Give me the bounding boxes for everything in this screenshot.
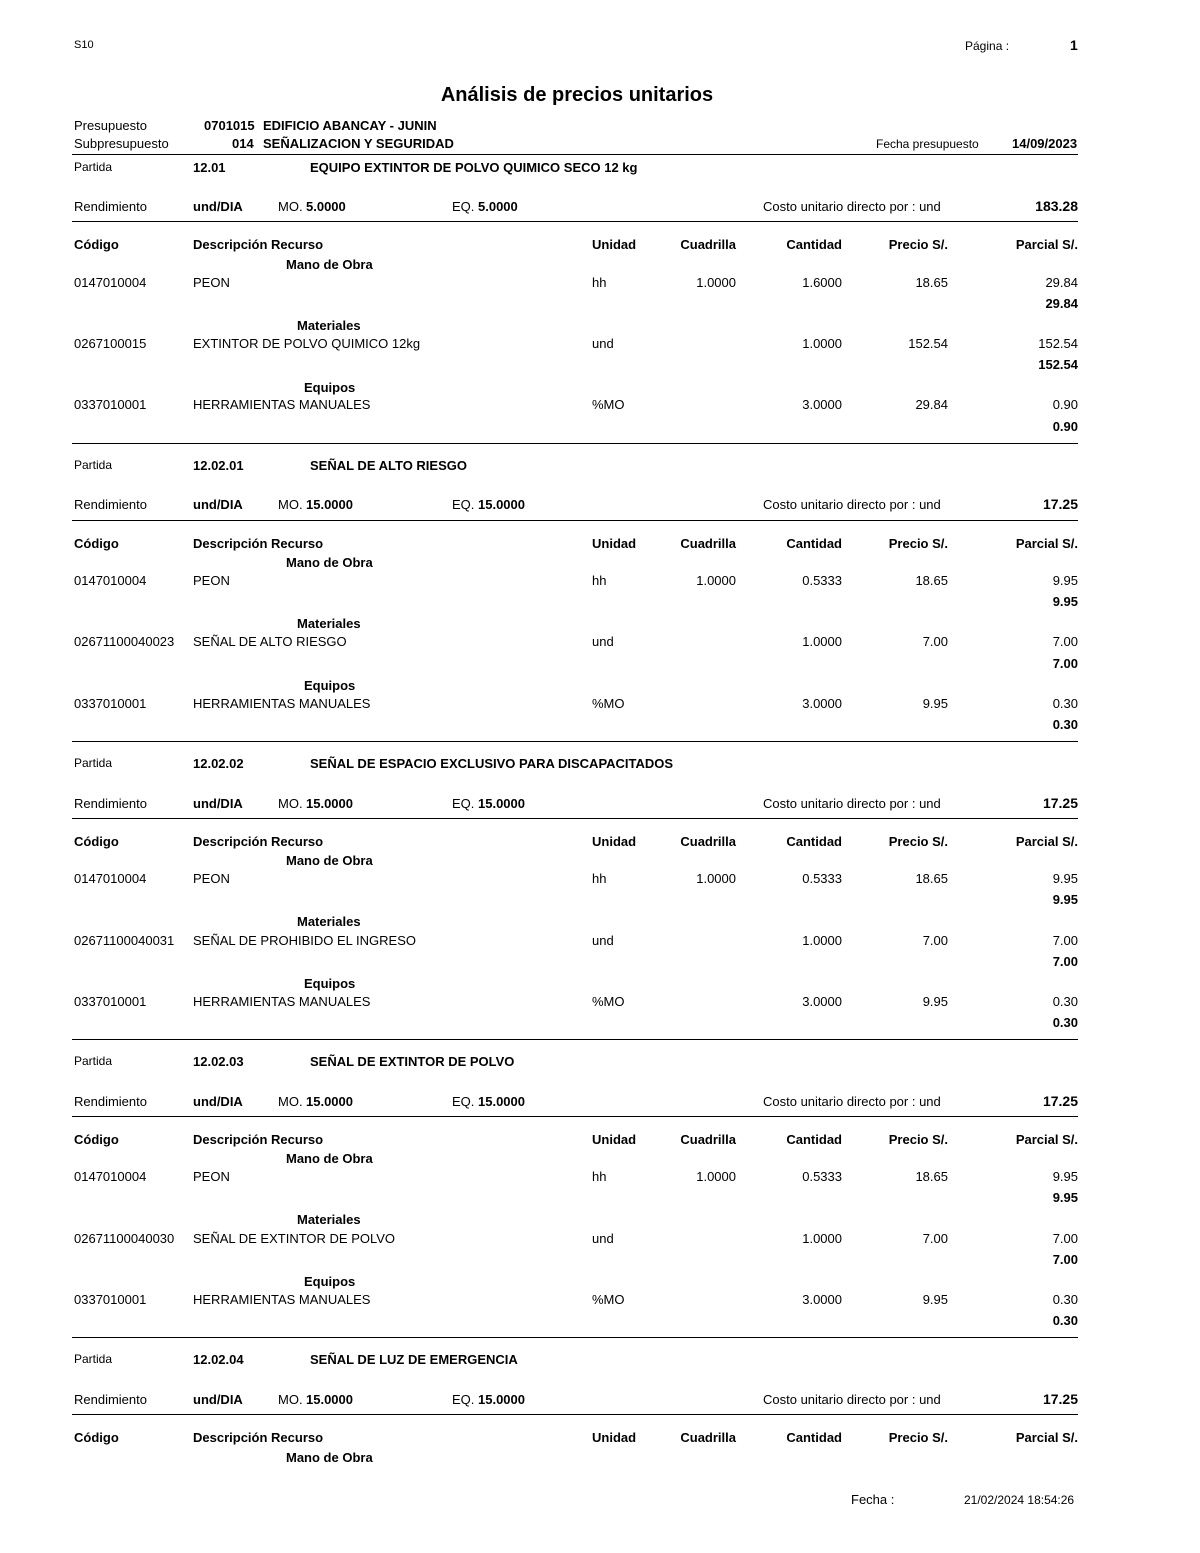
- group-mano-obra: Mano de Obra: [286, 853, 373, 868]
- col-descripcion: Descripción Recurso: [193, 237, 324, 252]
- col-cantidad: Cantidad: [786, 237, 842, 252]
- resource-desc: PEON: [193, 871, 230, 886]
- eq-label: EQ.: [452, 199, 475, 214]
- col-precio: Precio S/.: [888, 237, 948, 252]
- resource-precio: 29.84: [915, 397, 948, 412]
- resource-desc: HERRAMIENTAS MANUALES: [193, 696, 371, 711]
- resource-code: 0337010001: [74, 397, 147, 412]
- resource-precio: 18.65: [915, 871, 948, 886]
- col-cuadrilla: Cuadrilla: [680, 237, 736, 252]
- budget-label: Presupuesto: [74, 118, 147, 133]
- resource-parcial: 9.95: [1052, 871, 1078, 886]
- budget-name: EDIFICIO ABANCAY - JUNIN: [263, 118, 437, 133]
- rendimiento-unit: und/DIA: [193, 1094, 243, 1109]
- mo-value: 15.0000: [306, 1392, 353, 1407]
- rendimiento-unit: und/DIA: [193, 497, 243, 512]
- resource-code: 02671100040023: [74, 634, 175, 649]
- group-mano-obra: Mano de Obra: [286, 1450, 373, 1465]
- costo-value: 17.25: [1042, 1391, 1078, 1407]
- col-cuadrilla: Cuadrilla: [680, 834, 736, 849]
- col-descripcion: Descripción Recurso: [193, 536, 324, 551]
- group-subtotal: 7.00: [1052, 656, 1078, 671]
- partida-name: EQUIPO EXTINTOR DE POLVO QUIMICO SECO 12 kg: [310, 160, 638, 175]
- resource-cantidad: 3.0000: [802, 1292, 842, 1307]
- footer-date-value: 21/02/2024 18:54:26: [964, 1493, 1075, 1507]
- divider: [72, 1414, 1078, 1415]
- resource-parcial: 0.30: [1052, 994, 1078, 1009]
- group-subtotal: 29.84: [1045, 296, 1078, 311]
- col-codigo: Código: [74, 834, 119, 849]
- col-cantidad: Cantidad: [786, 536, 842, 551]
- group-subtotal: 9.95: [1052, 892, 1078, 907]
- resource-desc: PEON: [193, 573, 230, 588]
- divider: [72, 154, 1078, 155]
- col-cuadrilla: Cuadrilla: [680, 1430, 736, 1445]
- resource-cuadrilla: 1.0000: [696, 1169, 736, 1184]
- col-precio: Precio S/.: [888, 834, 948, 849]
- mo-value: 15.0000: [306, 497, 353, 512]
- col-descripcion: Descripción Recurso: [193, 1132, 324, 1147]
- resource-unit: und: [592, 336, 614, 351]
- col-parcial: Parcial S/.: [1015, 834, 1078, 849]
- resource-code: 0337010001: [74, 1292, 147, 1307]
- partida-name: SEÑAL DE ALTO RIESGO: [310, 458, 467, 473]
- col-precio: Precio S/.: [888, 536, 948, 551]
- col-descripcion: Descripción Recurso: [193, 1430, 324, 1445]
- group-materiales: Materiales: [297, 1212, 361, 1227]
- col-parcial: Parcial S/.: [1015, 536, 1078, 551]
- col-cuadrilla: Cuadrilla: [680, 1132, 736, 1147]
- resource-parcial: 29.84: [1045, 275, 1078, 290]
- group-subtotal: 152.54: [1038, 357, 1078, 372]
- resource-unit: hh: [592, 871, 607, 886]
- col-cantidad: Cantidad: [786, 1430, 842, 1445]
- divider: [72, 818, 1078, 819]
- group-equipos: Equipos: [304, 678, 356, 693]
- divider: [72, 221, 1078, 222]
- partida-name: SEÑAL DE LUZ DE EMERGENCIA: [310, 1352, 518, 1367]
- mo-value: 15.0000: [306, 796, 353, 811]
- divider: [72, 1337, 1078, 1338]
- resource-parcial: 9.95: [1052, 573, 1078, 588]
- col-cantidad: Cantidad: [786, 1132, 842, 1147]
- col-parcial: Parcial S/.: [1015, 1430, 1078, 1445]
- resource-cantidad: 3.0000: [802, 696, 842, 711]
- divider: [72, 443, 1078, 444]
- col-descripcion: Descripción Recurso: [193, 834, 324, 849]
- col-parcial: Parcial S/.: [1015, 237, 1078, 252]
- eq-label: EQ.: [452, 1392, 475, 1407]
- resource-cantidad: 0.5333: [802, 573, 842, 588]
- resource-parcial: 9.95: [1052, 1169, 1078, 1184]
- rendimiento-label: Rendimiento: [74, 1094, 147, 1109]
- partida-name: SEÑAL DE ESPACIO EXCLUSIVO PARA DISCAPACITADOS: [310, 756, 674, 771]
- resource-parcial: 7.00: [1052, 634, 1078, 649]
- costo-value: 17.25: [1042, 496, 1078, 512]
- eq-label: EQ.: [452, 796, 475, 811]
- group-materiales: Materiales: [297, 616, 361, 631]
- col-unidad: Unidad: [592, 1430, 637, 1445]
- resource-code: 0147010004: [74, 275, 147, 290]
- resource-unit: und: [592, 933, 614, 948]
- resource-desc: PEON: [193, 1169, 230, 1184]
- budget-date: 14/09/2023: [1012, 136, 1078, 151]
- col-precio: Precio S/.: [888, 1132, 948, 1147]
- resource-cuadrilla: 1.0000: [696, 573, 736, 588]
- resource-unit: %MO: [592, 1292, 625, 1307]
- group-mano-obra: Mano de Obra: [286, 257, 373, 272]
- group-subtotal: 0.90: [1052, 419, 1078, 434]
- eq-value: 5.0000: [478, 199, 518, 214]
- resource-desc: SEÑAL DE PROHIBIDO EL INGRESO: [193, 933, 416, 948]
- group-equipos: Equipos: [304, 380, 356, 395]
- resource-code: 02671100040031: [74, 933, 175, 948]
- resource-cantidad: 1.0000: [802, 1231, 842, 1246]
- resource-parcial: 7.00: [1052, 1231, 1078, 1246]
- resource-precio: 7.00: [922, 933, 948, 948]
- resource-parcial: 0.90: [1052, 397, 1078, 412]
- divider: [72, 520, 1078, 521]
- resource-unit: und: [592, 634, 614, 649]
- rendimiento-unit: und/DIA: [193, 199, 243, 214]
- group-equipos: Equipos: [304, 976, 356, 991]
- resource-cantidad: 3.0000: [802, 397, 842, 412]
- col-cuadrilla: Cuadrilla: [680, 536, 736, 551]
- budget-code: 0701015: [204, 118, 255, 133]
- partida-label: Partida: [74, 1054, 113, 1068]
- col-codigo: Código: [74, 1132, 119, 1147]
- rendimiento-label: Rendimiento: [74, 199, 147, 214]
- partida-code: 12.02.01: [193, 458, 244, 473]
- resource-code: 0337010001: [74, 696, 147, 711]
- resource-code: 0267100015: [74, 336, 147, 351]
- mo-label: MO.: [278, 1094, 303, 1109]
- divider: [72, 741, 1078, 742]
- partida-code: 12.02.02: [193, 756, 244, 771]
- resource-precio: 7.00: [922, 634, 948, 649]
- rendimiento-label: Rendimiento: [74, 1392, 147, 1407]
- resource-desc: SEÑAL DE ALTO RIESGO: [193, 634, 347, 649]
- page-number: 1: [1070, 37, 1078, 53]
- group-subtotal: 9.95: [1052, 1190, 1078, 1205]
- resource-desc: EXTINTOR DE POLVO QUIMICO 12kg: [193, 336, 421, 351]
- group-subtotal: 9.95: [1052, 594, 1078, 609]
- resource-precio: 152.54: [908, 336, 948, 351]
- col-codigo: Código: [74, 237, 119, 252]
- resource-parcial: 0.30: [1052, 1292, 1078, 1307]
- eq-value: 15.0000: [478, 497, 525, 512]
- group-subtotal: 7.00: [1052, 954, 1078, 969]
- rendimiento-unit: und/DIA: [193, 1392, 243, 1407]
- resource-desc: HERRAMIENTAS MANUALES: [193, 397, 371, 412]
- costo-value: 17.25: [1042, 795, 1078, 811]
- group-subtotal: 0.30: [1052, 1313, 1078, 1328]
- resource-parcial: 0.30: [1052, 696, 1078, 711]
- group-subtotal: 0.30: [1052, 1015, 1078, 1030]
- costo-value: 183.28: [1035, 198, 1078, 214]
- subbudget-code: 014: [232, 136, 254, 151]
- resource-parcial: 152.54: [1038, 336, 1078, 351]
- col-codigo: Código: [74, 1430, 119, 1445]
- resource-code: 0147010004: [74, 1169, 147, 1184]
- resource-desc: PEON: [193, 275, 230, 290]
- budget-date-label: Fecha presupuesto: [876, 137, 979, 151]
- costo-label: Costo unitario directo por : und: [763, 1392, 941, 1407]
- resource-cantidad: 1.6000: [802, 275, 842, 290]
- mo-value: 15.0000: [306, 1094, 353, 1109]
- resource-desc: HERRAMIENTAS MANUALES: [193, 1292, 371, 1307]
- resource-parcial: 7.00: [1052, 933, 1078, 948]
- resource-cantidad: 1.0000: [802, 336, 842, 351]
- divider: [72, 1116, 1078, 1117]
- partida-label: Partida: [74, 160, 113, 174]
- col-parcial: Parcial S/.: [1015, 1132, 1078, 1147]
- resource-precio: 7.00: [922, 1231, 948, 1246]
- footer-date-label: Fecha :: [851, 1492, 895, 1507]
- resource-unit: %MO: [592, 994, 625, 1009]
- resource-cantidad: 1.0000: [802, 933, 842, 948]
- resource-unit: hh: [592, 275, 607, 290]
- group-equipos: Equipos: [304, 1274, 356, 1289]
- col-codigo: Código: [74, 536, 119, 551]
- subbudget-name: SEÑALIZACION Y SEGURIDAD: [263, 136, 454, 151]
- resource-unit: %MO: [592, 696, 625, 711]
- col-unidad: Unidad: [592, 834, 637, 849]
- resource-code: 02671100040030: [74, 1231, 175, 1246]
- resource-cantidad: 0.5333: [802, 1169, 842, 1184]
- resource-precio: 9.95: [922, 1292, 948, 1307]
- resource-desc: HERRAMIENTAS MANUALES: [193, 994, 371, 1009]
- resource-precio: 9.95: [922, 696, 948, 711]
- resource-code: 0147010004: [74, 871, 147, 886]
- costo-label: Costo unitario directo por : und: [763, 199, 941, 214]
- group-materiales: Materiales: [297, 318, 361, 333]
- rendimiento-label: Rendimiento: [74, 796, 147, 811]
- group-subtotal: 0.30: [1052, 717, 1078, 732]
- page-title: Análisis de precios unitarios: [440, 84, 714, 106]
- resource-unit: %MO: [592, 397, 625, 412]
- resource-precio: 18.65: [915, 1169, 948, 1184]
- resource-cantidad: 1.0000: [802, 634, 842, 649]
- subbudget-label: Subpresupuesto: [74, 136, 169, 151]
- partida-code: 12.02.03: [193, 1054, 244, 1069]
- resource-cuadrilla: 1.0000: [696, 871, 736, 886]
- partida-label: Partida: [74, 756, 113, 770]
- eq-label: EQ.: [452, 497, 475, 512]
- partida-label: Partida: [74, 1352, 113, 1366]
- mo-value: 5.0000: [306, 199, 346, 214]
- resource-desc: SEÑAL DE EXTINTOR DE POLVO: [193, 1231, 396, 1246]
- eq-value: 15.0000: [478, 1392, 525, 1407]
- col-cantidad: Cantidad: [786, 834, 842, 849]
- eq-label: EQ.: [452, 1094, 475, 1109]
- divider: [72, 1039, 1078, 1040]
- resource-unit: hh: [592, 573, 607, 588]
- costo-value: 17.25: [1042, 1093, 1078, 1109]
- system-label: S10: [74, 39, 94, 51]
- costo-label: Costo unitario directo por : und: [763, 497, 941, 512]
- costo-label: Costo unitario directo por : und: [763, 796, 941, 811]
- costo-label: Costo unitario directo por : und: [763, 1094, 941, 1109]
- mo-label: MO.: [278, 199, 303, 214]
- resource-precio: 18.65: [915, 275, 948, 290]
- group-mano-obra: Mano de Obra: [286, 1151, 373, 1166]
- partida-name: SEÑAL DE EXTINTOR DE POLVO: [310, 1054, 515, 1069]
- mo-label: MO.: [278, 497, 303, 512]
- mo-label: MO.: [278, 796, 303, 811]
- partida-code: 12.02.04: [193, 1352, 244, 1367]
- resource-cantidad: 3.0000: [802, 994, 842, 1009]
- resource-cantidad: 0.5333: [802, 871, 842, 886]
- resource-unit: hh: [592, 1169, 607, 1184]
- group-materiales: Materiales: [297, 914, 361, 929]
- resource-cuadrilla: 1.0000: [696, 275, 736, 290]
- resource-precio: 9.95: [922, 994, 948, 1009]
- page-label: Página :: [965, 39, 1010, 53]
- mo-label: MO.: [278, 1392, 303, 1407]
- eq-value: 15.0000: [478, 1094, 525, 1109]
- col-unidad: Unidad: [592, 1132, 637, 1147]
- col-precio: Precio S/.: [888, 1430, 948, 1445]
- rendimiento-label: Rendimiento: [74, 497, 147, 512]
- partida-label: Partida: [74, 458, 113, 472]
- col-unidad: Unidad: [592, 536, 637, 551]
- group-subtotal: 7.00: [1052, 1252, 1078, 1267]
- resource-unit: und: [592, 1231, 614, 1246]
- resource-code: 0337010001: [74, 994, 147, 1009]
- group-mano-obra: Mano de Obra: [286, 555, 373, 570]
- col-unidad: Unidad: [592, 237, 637, 252]
- partida-code: 12.01: [193, 160, 226, 175]
- rendimiento-unit: und/DIA: [193, 796, 243, 811]
- resource-precio: 18.65: [915, 573, 948, 588]
- eq-value: 15.0000: [478, 796, 525, 811]
- resource-code: 0147010004: [74, 573, 147, 588]
